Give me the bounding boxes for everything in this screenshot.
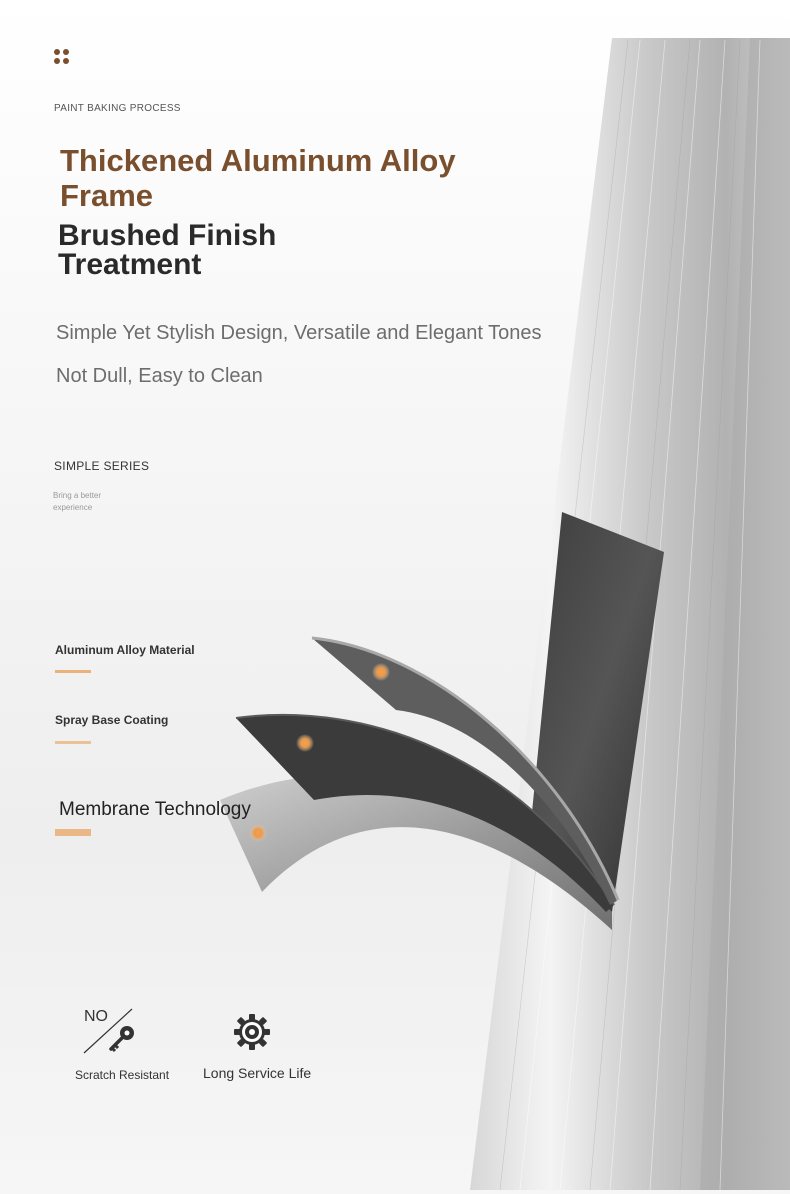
key-icon — [82, 1006, 138, 1056]
decor-dots — [54, 49, 72, 67]
no-badge: NO — [84, 1008, 108, 1025]
tagline-1: Simple Yet Stylish Design, Versatile and Elegant Tones — [56, 322, 542, 344]
layer-label-coating: Spray Base Coating — [55, 713, 169, 727]
feature-scratch-label: Scratch Resistant — [75, 1068, 170, 1082]
feature-life-label: Long Service Life — [203, 1065, 312, 1081]
gear-icon — [233, 1013, 271, 1051]
tagline-2: Not Dull, Easy to Clean — [56, 365, 263, 387]
series-slogan: Bring a better experience — [53, 491, 102, 512]
layer-label-aluminum: Aluminum Alloy Material — [55, 643, 195, 657]
layer-label-membrane: Membrane Technology — [59, 799, 251, 820]
series-name: SIMPLE SERIES — [54, 459, 150, 473]
page-title: Thickened Aluminum Alloy Frame — [60, 143, 456, 213]
page-subtitle: Brushed Finish Treatment — [58, 219, 277, 281]
eyebrow-text: PAINT BAKING PROCESS — [54, 103, 181, 114]
